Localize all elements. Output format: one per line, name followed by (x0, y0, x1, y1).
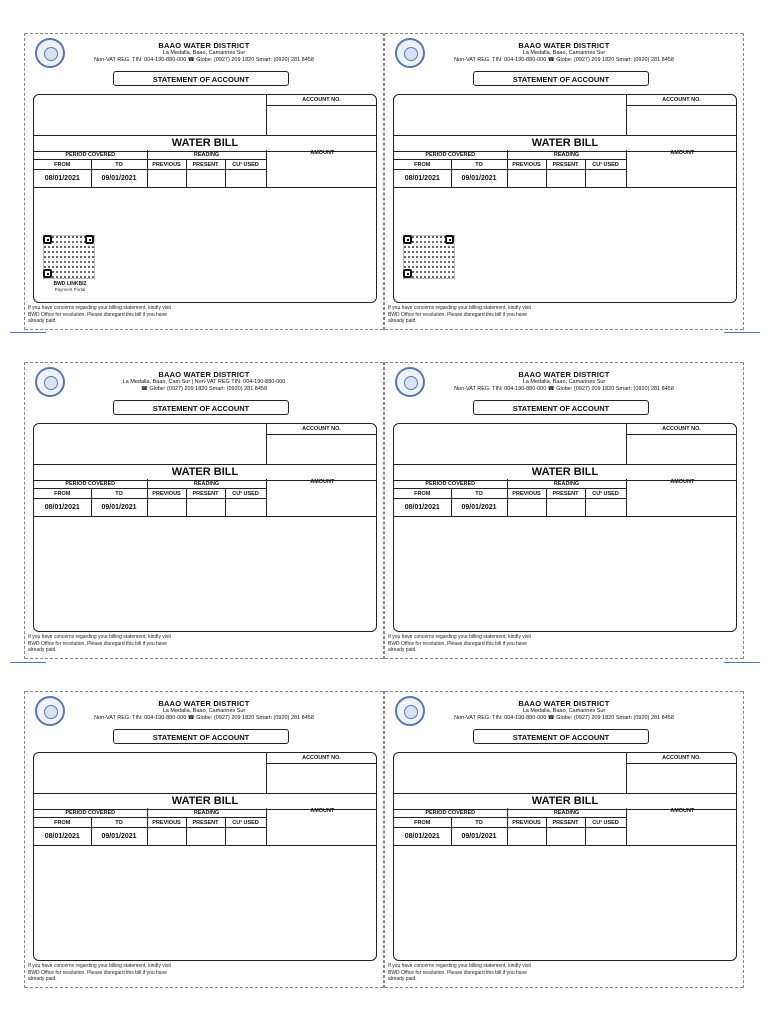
district-address: La Medalla, Baao, Camarines Sur (522, 379, 606, 385)
account-no-label: ACCOUNT NO. (267, 95, 376, 106)
to-date: 09/01/2021 (451, 170, 507, 188)
statement-of-account-label: STATEMENT OF ACCOUNT (113, 729, 289, 744)
water-bill-6 (384, 691, 744, 988)
district-address: La Medalla, Baao, Camarines Sur (162, 708, 246, 714)
cu-used-header: CU³ USED (225, 489, 266, 499)
district-address: La Medalla, Baao, Camarines Sur (522, 50, 606, 56)
reading-table (34, 150, 377, 188)
bill-frame (33, 423, 377, 632)
bill-frame (33, 752, 377, 961)
from-date: 08/01/2021 (394, 499, 451, 517)
reading-header: READING (507, 150, 626, 160)
from-header: FROM (394, 489, 451, 499)
from-date: 08/01/2021 (34, 828, 91, 846)
district-name: BAAO WATER DISTRICT (518, 41, 610, 50)
cu-used-header: CU³ USED (225, 160, 266, 170)
cu-used-value (585, 170, 626, 188)
previous-header: PREVIOUS (147, 160, 186, 170)
from-date: 08/01/2021 (394, 170, 451, 188)
water-bill-1 (24, 33, 384, 330)
amount-header: AMOUNT (626, 808, 737, 846)
district-name: BAAO WATER DISTRICT (518, 699, 610, 708)
from-header: FROM (394, 160, 451, 170)
district-contact: Non-VAT REG. TIN: 004-190-880-000 ☎ Globe: (0927) 209 1820 Smart: (0920) 281 8458 (454, 715, 674, 721)
previous-value (507, 499, 546, 517)
previous-header: PREVIOUS (147, 818, 186, 828)
account-no-box (266, 753, 376, 793)
district-contact: Non-VAT REG. TIN: 004-190-880-000 ☎ Globe: (0927) 209 1820 Smart: (0920) 281 8458 (94, 57, 314, 63)
to-header: TO (91, 160, 147, 170)
period-covered-header: PERIOD COVERED (394, 479, 507, 489)
district-name: BAAO WATER DISTRICT (158, 41, 250, 50)
present-header: PRESENT (546, 818, 585, 828)
water-bill-3 (24, 362, 384, 659)
previous-header: PREVIOUS (507, 489, 546, 499)
account-no-label: ACCOUNT NO. (627, 424, 736, 435)
district-address-tin: La Medalla, Baao, Cam Sur | Non-VAT REG TIN: 004-190-880-000 (122, 379, 286, 385)
water-bill-title: WATER BILL (394, 464, 736, 481)
reading-header: READING (147, 808, 266, 818)
present-value (546, 170, 585, 188)
bill-header (25, 370, 383, 393)
previous-header: PREVIOUS (507, 160, 546, 170)
page-separator-left-1 (10, 332, 46, 333)
cu-used-header: CU³ USED (585, 818, 626, 828)
water-bill-5 (24, 691, 384, 988)
district-contact: Non-VAT REG. TIN: 004-190-880-000 ☎ Globe: (0927) 209 1820 Smart: (0920) 281 8458 (94, 715, 314, 721)
bill-footer: If you have concerns regarding your billing statement, kindly visit BWD Office for resolution. Please disregard this bill if you have already paid. (388, 963, 531, 982)
page-separator-left-2 (10, 662, 46, 663)
present-header: PRESENT (186, 160, 225, 170)
account-no-box (266, 95, 376, 135)
bill-frame (393, 752, 737, 961)
reading-table (394, 808, 737, 846)
period-covered-header: PERIOD COVERED (34, 808, 147, 818)
reading-table (394, 150, 737, 188)
amount-header: AMOUNT (266, 808, 377, 846)
previous-value (507, 828, 546, 846)
amount-header: AMOUNT (626, 150, 737, 188)
water-bill-4 (384, 362, 744, 659)
reading-header: READING (507, 479, 626, 489)
qr-title: BWD LINKBIZ (53, 281, 87, 287)
water-bill-2 (384, 33, 744, 330)
period-covered-header: PERIOD COVERED (394, 150, 507, 160)
from-header: FROM (34, 160, 91, 170)
bill-footer: If you have concerns regarding your billing statement, kindly visit BWD Office for resolution. Please disregard this bill if you have already paid. (28, 634, 171, 653)
bill-frame (393, 94, 737, 303)
bill-header (385, 41, 743, 64)
statement-of-account-label: STATEMENT OF ACCOUNT (113, 400, 289, 415)
from-header: FROM (34, 818, 91, 828)
from-date: 08/01/2021 (34, 170, 91, 188)
period-covered-header: PERIOD COVERED (34, 150, 147, 160)
account-no-box (266, 424, 376, 464)
reading-table (34, 808, 377, 846)
water-bill-title: WATER BILL (34, 464, 376, 481)
to-header: TO (91, 489, 147, 499)
previous-value (147, 499, 186, 517)
amount-header: AMOUNT (626, 479, 737, 517)
from-header: FROM (34, 489, 91, 499)
account-no-label: ACCOUNT NO. (267, 424, 376, 435)
amount-header: AMOUNT (266, 150, 377, 188)
qr-subtitle: Payment Portal (54, 287, 86, 292)
previous-value (147, 170, 186, 188)
bill-footer: If you have concerns regarding your billing statement, kindly visit BWD Office for resolution. Please disregard this bill if you have already paid. (388, 634, 531, 653)
cu-used-value (225, 170, 266, 188)
water-bill-title: WATER BILL (34, 793, 376, 810)
account-no-label: ACCOUNT NO. (627, 95, 736, 106)
reading-header: READING (147, 479, 266, 489)
district-name: BAAO WATER DISTRICT (158, 370, 250, 379)
qr-code-icon (43, 235, 95, 281)
district-contact: ☎ Globe: (0927) 209 1820 Smart: (0920) 281 8458 (140, 386, 268, 392)
statement-of-account-label: STATEMENT OF ACCOUNT (113, 71, 289, 86)
statement-of-account-label: STATEMENT OF ACCOUNT (473, 729, 649, 744)
present-value (546, 499, 585, 517)
to-header: TO (451, 489, 507, 499)
bill-header (385, 370, 743, 393)
account-no-box (626, 753, 736, 793)
present-value (546, 828, 585, 846)
account-no-label: ACCOUNT NO. (627, 753, 736, 764)
district-address: La Medalla, Baao, Camarines Sur (162, 50, 246, 56)
water-bill-title: WATER BILL (394, 135, 736, 152)
period-covered-header: PERIOD COVERED (34, 479, 147, 489)
district-contact: Non-VAT REG. TIN: 004-190-880-000 ☎ Globe: (0927) 209 1820 Smart: (0920) 281 8458 (454, 57, 674, 63)
bill-footer: If you have concerns regarding your billing statement, kindly visit BWD Office for resolution. Please disregard this bill if you have already paid. (28, 305, 171, 324)
bill-header (25, 41, 383, 64)
cu-used-header: CU³ USED (585, 489, 626, 499)
from-date: 08/01/2021 (34, 499, 91, 517)
from-date: 08/01/2021 (394, 828, 451, 846)
page-separator-right-1 (724, 332, 760, 333)
present-header: PRESENT (186, 818, 225, 828)
to-date: 09/01/2021 (451, 828, 507, 846)
bill-frame (33, 94, 377, 303)
qr-code-icon (403, 235, 455, 281)
bill-header (25, 699, 383, 722)
present-value (186, 828, 225, 846)
to-header: TO (451, 160, 507, 170)
cu-used-value (225, 828, 266, 846)
district-name: BAAO WATER DISTRICT (158, 699, 250, 708)
bill-header (385, 699, 743, 722)
cu-used-header: CU³ USED (585, 160, 626, 170)
present-header: PRESENT (546, 160, 585, 170)
present-header: PRESENT (546, 489, 585, 499)
cu-used-value (585, 499, 626, 517)
water-bill-title: WATER BILL (394, 793, 736, 810)
reading-table (34, 479, 377, 517)
to-header: TO (91, 818, 147, 828)
present-value (186, 170, 225, 188)
page-separator-right-2 (724, 662, 760, 663)
account-no-box (626, 424, 736, 464)
bill-footer: If you have concerns regarding your billing statement, kindly visit BWD Office for resolution. Please disregard this bill if you have already paid. (28, 963, 171, 982)
amount-header: AMOUNT (266, 479, 377, 517)
cu-used-value (225, 499, 266, 517)
to-header: TO (451, 818, 507, 828)
previous-value (147, 828, 186, 846)
water-bill-title: WATER BILL (34, 135, 376, 152)
district-name: BAAO WATER DISTRICT (518, 370, 610, 379)
to-date: 09/01/2021 (91, 170, 147, 188)
bill-frame (393, 423, 737, 632)
present-header: PRESENT (186, 489, 225, 499)
to-date: 09/01/2021 (451, 499, 507, 517)
district-contact: Non-VAT REG. TIN: 004-190-880-000 ☎ Globe: (0927) 209 1820 Smart: (0920) 281 8458 (454, 386, 674, 392)
previous-header: PREVIOUS (507, 818, 546, 828)
statement-of-account-label: STATEMENT OF ACCOUNT (473, 71, 649, 86)
district-address: La Medalla, Baao, Camarines Sur (522, 708, 606, 714)
cu-used-value (585, 828, 626, 846)
previous-value (507, 170, 546, 188)
account-no-box (626, 95, 736, 135)
reading-header: READING (147, 150, 266, 160)
statement-of-account-label: STATEMENT OF ACCOUNT (473, 400, 649, 415)
account-no-label: ACCOUNT NO. (267, 753, 376, 764)
to-date: 09/01/2021 (91, 828, 147, 846)
to-date: 09/01/2021 (91, 499, 147, 517)
cu-used-header: CU³ USED (225, 818, 266, 828)
previous-header: PREVIOUS (147, 489, 186, 499)
bill-footer: If you have concerns regarding your billing statement, kindly visit BWD Office for resolution. Please disregard this bill if you have already paid. (388, 305, 531, 324)
from-header: FROM (394, 818, 451, 828)
present-value (186, 499, 225, 517)
reading-header: READING (507, 808, 626, 818)
reading-table (394, 479, 737, 517)
period-covered-header: PERIOD COVERED (394, 808, 507, 818)
